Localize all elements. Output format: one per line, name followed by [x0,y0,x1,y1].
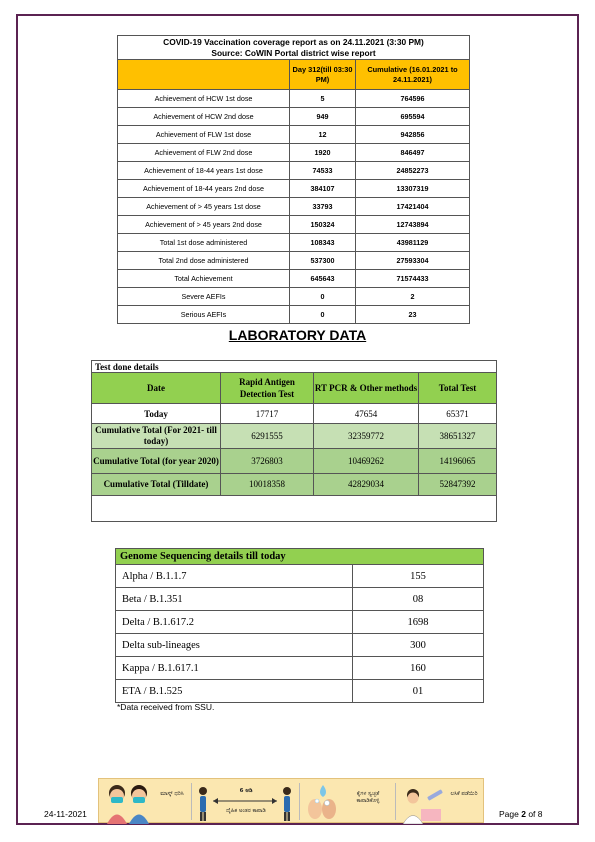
table-row [92,474,497,496]
genome-table [115,548,484,703]
lab-row-label: Cumulative Total (Tilldate) [92,474,221,496]
social-distancing-icon [193,779,297,824]
vaccination-header-cumulative: Cumulative (16.01.2021 to 24.11.2021) [356,60,470,90]
table-row [116,657,484,680]
table-row [118,252,470,270]
lab-row-label: Today [92,404,221,424]
table-row [118,90,470,108]
page-number [499,809,543,819]
lab-row-total: 38651327 [419,424,497,449]
lab-row-rat: 6291555 [221,424,314,449]
vaccination-title-line1: COVID-19 Vaccination coverage report as on 24.11.2021 (3:30 PM) [163,36,424,47]
genome-variant-name: ETA / B.1.525 [116,680,353,703]
table-row [92,404,497,424]
table-row [116,634,484,657]
lab-header-date: Date [92,373,221,404]
vaccination-row-day: 0 [290,306,356,324]
data-source-note: *Data received from SSU. [117,702,215,712]
vaccination-row-day: 1920 [290,144,356,162]
page-prefix: Page [499,809,522,819]
vaccination-row-cumulative: 12743894 [356,216,470,234]
lab-table-box [91,360,497,522]
hygiene-caption: ಕೈಗಳ ಸ್ವಚ್ಛತೆ ಕಾಪಾಡಿಕೊಳ್ಳಿ [356,791,380,804]
genome-variant-count: 1698 [353,611,484,634]
genome-variant-name: Delta / B.1.617.2 [116,611,353,634]
vaccination-row-day: 537300 [290,252,356,270]
vaccination-title-line2: Source: CoWIN Portal district wise report [211,47,376,58]
genome-variant-count: 300 [353,634,484,657]
vaccine-caption: ಲಸಿಕೆ ಪಡೆಯಿರಿ [450,791,478,797]
table-row [118,180,470,198]
lab-row-rtpcr: 10469262 [314,449,419,474]
vaccination-row-cumulative: 24852273 [356,162,470,180]
lab-row-rat: 3726803 [221,449,314,474]
table-row [118,198,470,216]
footer-date: 24-11-2021 [44,809,87,819]
lab-row-total: 14196065 [419,449,497,474]
genome-variant-count: 08 [353,588,484,611]
mask-wearing-icon [99,779,189,824]
vaccination-row-label: Total Achievement [118,270,290,288]
table-row [118,234,470,252]
table-row [118,126,470,144]
vaccination-row-day: 74533 [290,162,356,180]
lab-header-rtpcr: RT PCR & Other methods [314,373,419,404]
genome-rows [116,565,484,703]
table-row [118,216,470,234]
vaccination-row-cumulative: 846497 [356,144,470,162]
vaccination-row-cumulative: 71574433 [356,270,470,288]
lab-row-rtpcr: 32359772 [314,424,419,449]
table-row [118,108,470,126]
vaccination-row-day: 108343 [290,234,356,252]
lab-table [91,360,497,496]
vaccination-table-title [118,36,470,60]
genome-table-header: Genome Sequencing details till today [116,549,484,565]
page-suffix: of 8 [525,809,543,819]
genome-variant-name: Alpha / B.1.1.7 [116,565,353,588]
vaccination-row-label: Achievement of 18-44 years 2nd dose [118,180,290,198]
vaccination-header-blank [118,60,290,90]
table-row [118,306,470,324]
lab-row-rat: 10018358 [221,474,314,496]
vaccination-row-label: Achievement of > 45 years 1st dose [118,198,290,216]
distance-label: 6 ಅಡಿ [239,788,253,794]
genome-variant-name: Delta sub-lineages [116,634,353,657]
table-row [118,270,470,288]
table-row [116,588,484,611]
table-row [116,611,484,634]
genome-variant-name: Beta / B.1.351 [116,588,353,611]
vaccination-row-cumulative: 17421404 [356,198,470,216]
vaccination-row-label: Severe AEFIs [118,288,290,306]
distance-caption: ದೈಹಿಕ ಅಂತರ ಕಾಪಾಡಿ [226,808,266,814]
vaccination-row-cumulative: 43981129 [356,234,470,252]
vaccination-row-label: Achievement of FLW 1st dose [118,126,290,144]
vaccination-row-cumulative: 27593304 [356,252,470,270]
table-row [116,565,484,588]
vaccination-row-label: Total 2nd dose administered [118,252,290,270]
vaccination-row-day: 5 [290,90,356,108]
genome-variant-count: 155 [353,565,484,588]
vaccination-row-label: Serious AEFIs [118,306,290,324]
vaccination-row-day: 949 [290,108,356,126]
table-row [92,449,497,474]
lab-row-total: 52847392 [419,474,497,496]
banner-divider [395,783,396,820]
banner-divider [191,783,192,820]
lab-header-rat: Rapid Antigen Detection Test [221,373,314,404]
vaccination-row-cumulative: 764596 [356,90,470,108]
table-row [118,162,470,180]
vaccination-row-day: 33793 [290,198,356,216]
genome-variant-count: 01 [353,680,484,703]
vaccination-row-day: 12 [290,126,356,144]
banner-divider [299,783,300,820]
lab-row-rtpcr: 42829034 [314,474,419,496]
vaccination-row-cumulative: 23 [356,306,470,324]
table-row [92,424,497,449]
vaccination-row-day: 0 [290,288,356,306]
vaccination-row-label: Achievement of > 45 years 2nd dose [118,216,290,234]
covid-appropriate-behaviour-banner [98,778,484,823]
lab-row-rat: 17717 [221,404,314,424]
vaccination-row-cumulative: 13307319 [356,180,470,198]
vaccination-icon [399,779,449,824]
vaccination-row-label: Achievement of HCW 2nd dose [118,108,290,126]
page-current: 2 [521,809,526,819]
vaccination-row-label: Achievement of FLW 2nd dose [118,144,290,162]
table-row [118,144,470,162]
table-row [116,680,484,703]
table-row [118,288,470,306]
vaccination-row-label: Achievement of 18-44 years 1st dose [118,162,290,180]
genome-variant-count: 160 [353,657,484,680]
lab-row-label: Cumulative Total (for year 2020) [92,449,221,474]
vaccination-header-day: Day 312(till 03:30 PM) [290,60,356,90]
vaccination-row-label: Total 1st dose administered [118,234,290,252]
vaccination-rows [118,90,470,324]
lab-row-label: Cumulative Total (For 2021- till today) [92,424,221,449]
lab-row-total: 65371 [419,404,497,424]
vaccination-row-cumulative: 695594 [356,108,470,126]
lab-row-rtpcr: 47654 [314,404,419,424]
vaccination-row-day: 645643 [290,270,356,288]
vaccination-row-label: Achievement of HCW 1st dose [118,90,290,108]
lab-header-total: Total Test [419,373,497,404]
vaccination-table [117,35,470,324]
vaccination-row-day: 150324 [290,216,356,234]
vaccination-row-cumulative: 942856 [356,126,470,144]
hand-wash-icon [303,779,343,824]
lab-table-caption: Test done details [92,361,497,373]
vaccination-row-day: 384107 [290,180,356,198]
mask-caption: ಮಾಸ್ಕ್ ಧರಿಸಿ [160,791,184,797]
laboratory-section-title: LABORATORY DATA [228,327,367,343]
vaccination-row-cumulative: 2 [356,288,470,306]
genome-variant-name: Kappa / B.1.617.1 [116,657,353,680]
